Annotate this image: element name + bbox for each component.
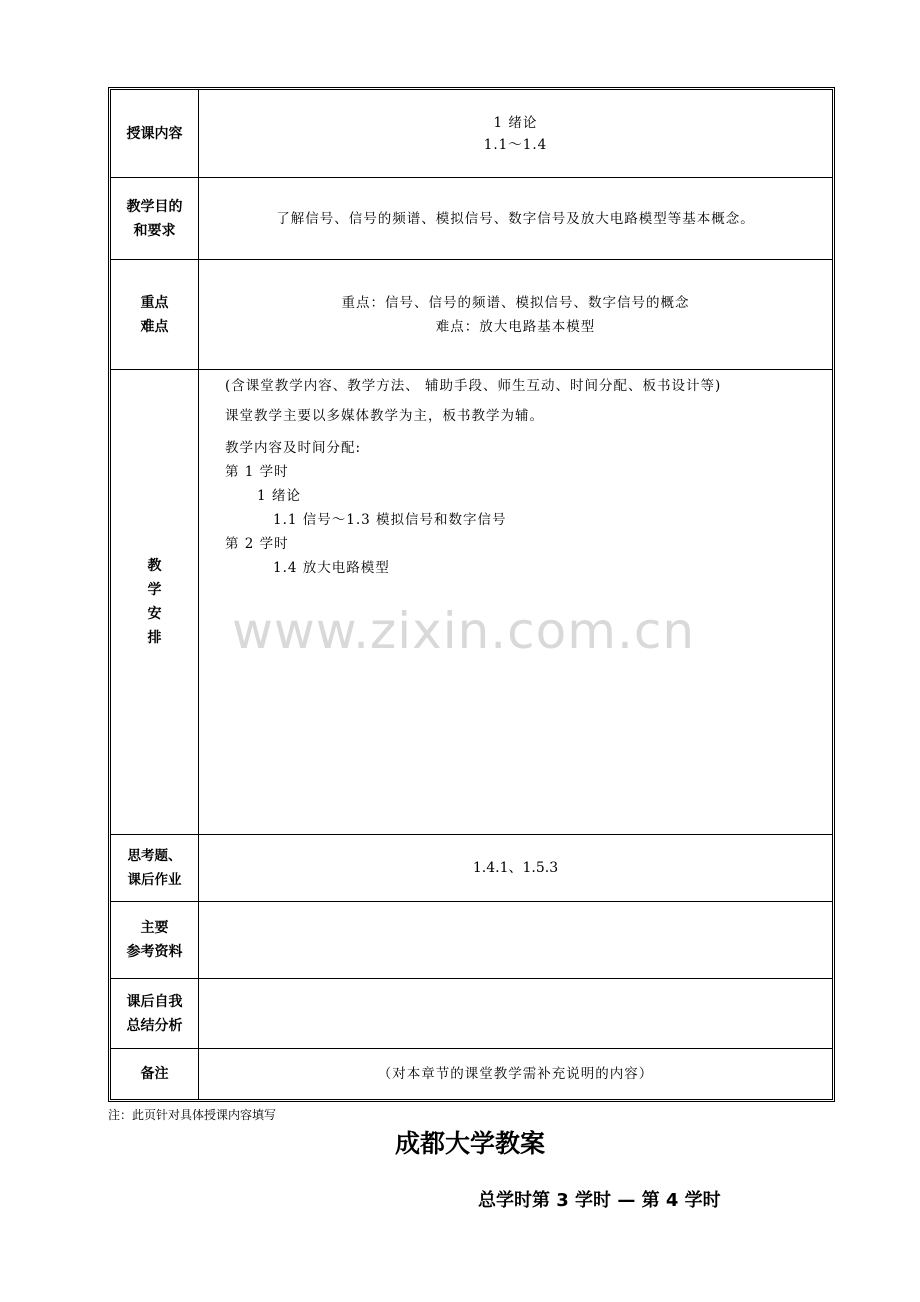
label-char: 教	[147, 558, 162, 574]
label-line: 总结分析	[126, 1017, 183, 1034]
label-char: 安	[147, 606, 162, 622]
label-text: 授课内容	[126, 125, 183, 142]
label-line: 教学目的	[126, 198, 183, 215]
hour-2-sections: 1.4 放大电路模型	[273, 560, 390, 576]
chapter-title: 1 绪论	[493, 114, 538, 131]
remarks-text: （对本章节的课堂教学需补充说明的内容）	[377, 1066, 654, 1082]
row-homework	[111, 835, 832, 902]
cell-remarks	[199, 1049, 832, 1099]
label-text: 备注	[140, 1066, 169, 1082]
label-char: 排	[147, 630, 162, 646]
objectives-text: 了解信号、信号的频谱、模拟信号、数字信号及放大电路模型等基本概念。	[276, 210, 755, 227]
label-homework	[111, 835, 199, 901]
row-key-points	[111, 260, 832, 370]
watermark: www.zixin.com.cn	[232, 602, 696, 660]
label-teaching-content	[111, 90, 199, 177]
homework-text: 1.4.1、1.5.3	[472, 860, 559, 876]
row-teaching-content	[111, 90, 832, 178]
label-remarks	[111, 1049, 199, 1099]
label-char: 学	[147, 582, 162, 598]
hour-1-heading: 第 1 学时	[225, 464, 289, 480]
label-references	[111, 902, 199, 978]
total-hours: 总学时第 3 学时 — 第 4 学时	[478, 1190, 721, 1211]
time-allocation-heading: 教学内容及时间分配:	[225, 440, 362, 456]
cell-teaching-content	[199, 90, 832, 177]
label-arrangement	[111, 370, 199, 834]
label-line: 难点	[140, 318, 169, 335]
difficulty-text: 难点：放大电路基本模型	[435, 318, 596, 335]
section-range: 1.1～1.4	[483, 136, 548, 153]
cell-reflection	[199, 979, 832, 1048]
label-key-points	[111, 260, 199, 369]
row-reflection	[111, 979, 832, 1049]
label-line: 课后自我	[126, 993, 183, 1010]
arrangement-hint: (含课堂教学内容、教学方法、 辅助手段、师生互动、时间分配、板书设计等)	[225, 378, 722, 394]
label-line: 主要	[140, 920, 169, 936]
hour-1-chapter: 1 绪论	[257, 488, 301, 504]
teaching-method-text: 课堂教学主要以多媒体教学为主，板书教学为辅。	[225, 408, 544, 424]
hour-2-heading: 第 2 学时	[225, 536, 289, 552]
cell-objectives	[199, 178, 832, 259]
page-title: 成都大学教案	[394, 1129, 545, 1158]
label-line: 思考题、	[127, 848, 182, 864]
row-objectives	[111, 178, 832, 260]
lesson-plan-table	[108, 87, 835, 1102]
label-line: 重点	[140, 294, 169, 311]
label-line: 课后作业	[127, 872, 182, 888]
hour-1-sections: 1.1 信号～1.3 模拟信号和数字信号	[273, 512, 507, 528]
footnote: 注：此页针对具体授课内容填写	[108, 1108, 277, 1122]
label-reflection	[111, 979, 199, 1048]
label-line: 和要求	[133, 222, 176, 239]
row-remarks	[111, 1049, 832, 1099]
label-objectives	[111, 178, 199, 259]
label-line: 参考资料	[126, 944, 183, 960]
cell-homework	[199, 835, 832, 901]
key-point-text: 重点：信号、信号的频谱、模拟信号、数字信号的概念	[341, 294, 690, 311]
cell-references	[199, 902, 832, 978]
row-references	[111, 902, 832, 979]
cell-key-points	[199, 260, 832, 369]
